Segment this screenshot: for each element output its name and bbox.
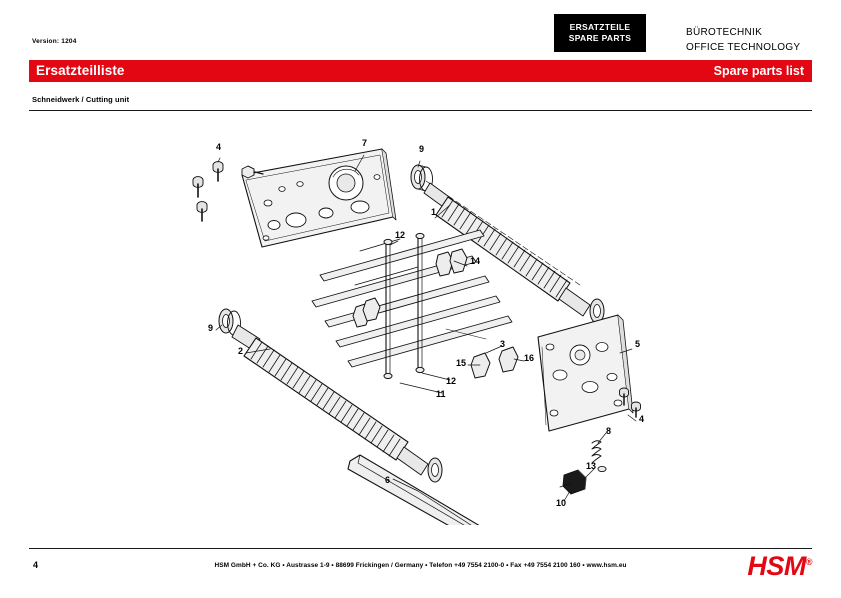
callout-9b: 9 <box>208 323 214 333</box>
callout-6: 6 <box>385 475 391 485</box>
brand-line-2: OFFICE TECHNOLOGY <box>686 41 801 53</box>
callout-12a: 12 <box>395 230 406 240</box>
callout-15: 15 <box>456 358 467 368</box>
callout-3: 3 <box>500 339 506 349</box>
footer-company-line: HSM GmbH + Co. KG • Austrasse 1-9 • 88699 Frickingen / Germany • Telefon +49 7554 2100-0 • Fax +49 7554 2100 160 • www.hsm.eu <box>214 562 627 569</box>
callout-8: 8 <box>606 426 612 436</box>
page-title: Ersatzteilliste <box>36 63 125 78</box>
callout-4b: 4 <box>639 414 645 424</box>
callout-16: 16 <box>524 353 535 363</box>
callout-5: 5 <box>635 339 641 349</box>
callout-7: 7 <box>362 138 368 148</box>
hsm-logo <box>747 553 812 580</box>
brand-block <box>686 26 800 55</box>
callout-14: 14 <box>470 256 481 266</box>
tab-line-2: SPARE PARTS <box>568 33 632 43</box>
hsm-logo-text: HSM <box>747 551 806 581</box>
callout-2: 2 <box>238 346 244 356</box>
brand-line-1: BÜROTECHNIK <box>686 27 763 38</box>
divider-bottom <box>29 548 812 549</box>
callout-1: 1 <box>431 207 437 217</box>
callout-11: 11 <box>436 389 446 399</box>
section-subtitle: Schneidwerk / Cutting unit <box>32 95 130 104</box>
divider-top <box>29 110 812 111</box>
page-number: 4 <box>33 560 39 570</box>
spare-parts-tab <box>554 14 646 52</box>
callout-4a: 4 <box>216 142 222 152</box>
callout-13: 13 <box>586 461 597 471</box>
hsm-logo-mark: ® <box>805 557 812 567</box>
callout-10: 10 <box>556 498 567 508</box>
version-label: Version: 1204 <box>32 38 77 45</box>
tab-line-1: ERSATZTEILE <box>569 22 631 33</box>
exploded-diagram <box>150 125 690 525</box>
callout-9a: 9 <box>419 144 425 154</box>
callout-12b: 12 <box>446 376 457 386</box>
page-title-en: Spare parts list <box>713 64 804 78</box>
title-bar <box>29 60 812 82</box>
